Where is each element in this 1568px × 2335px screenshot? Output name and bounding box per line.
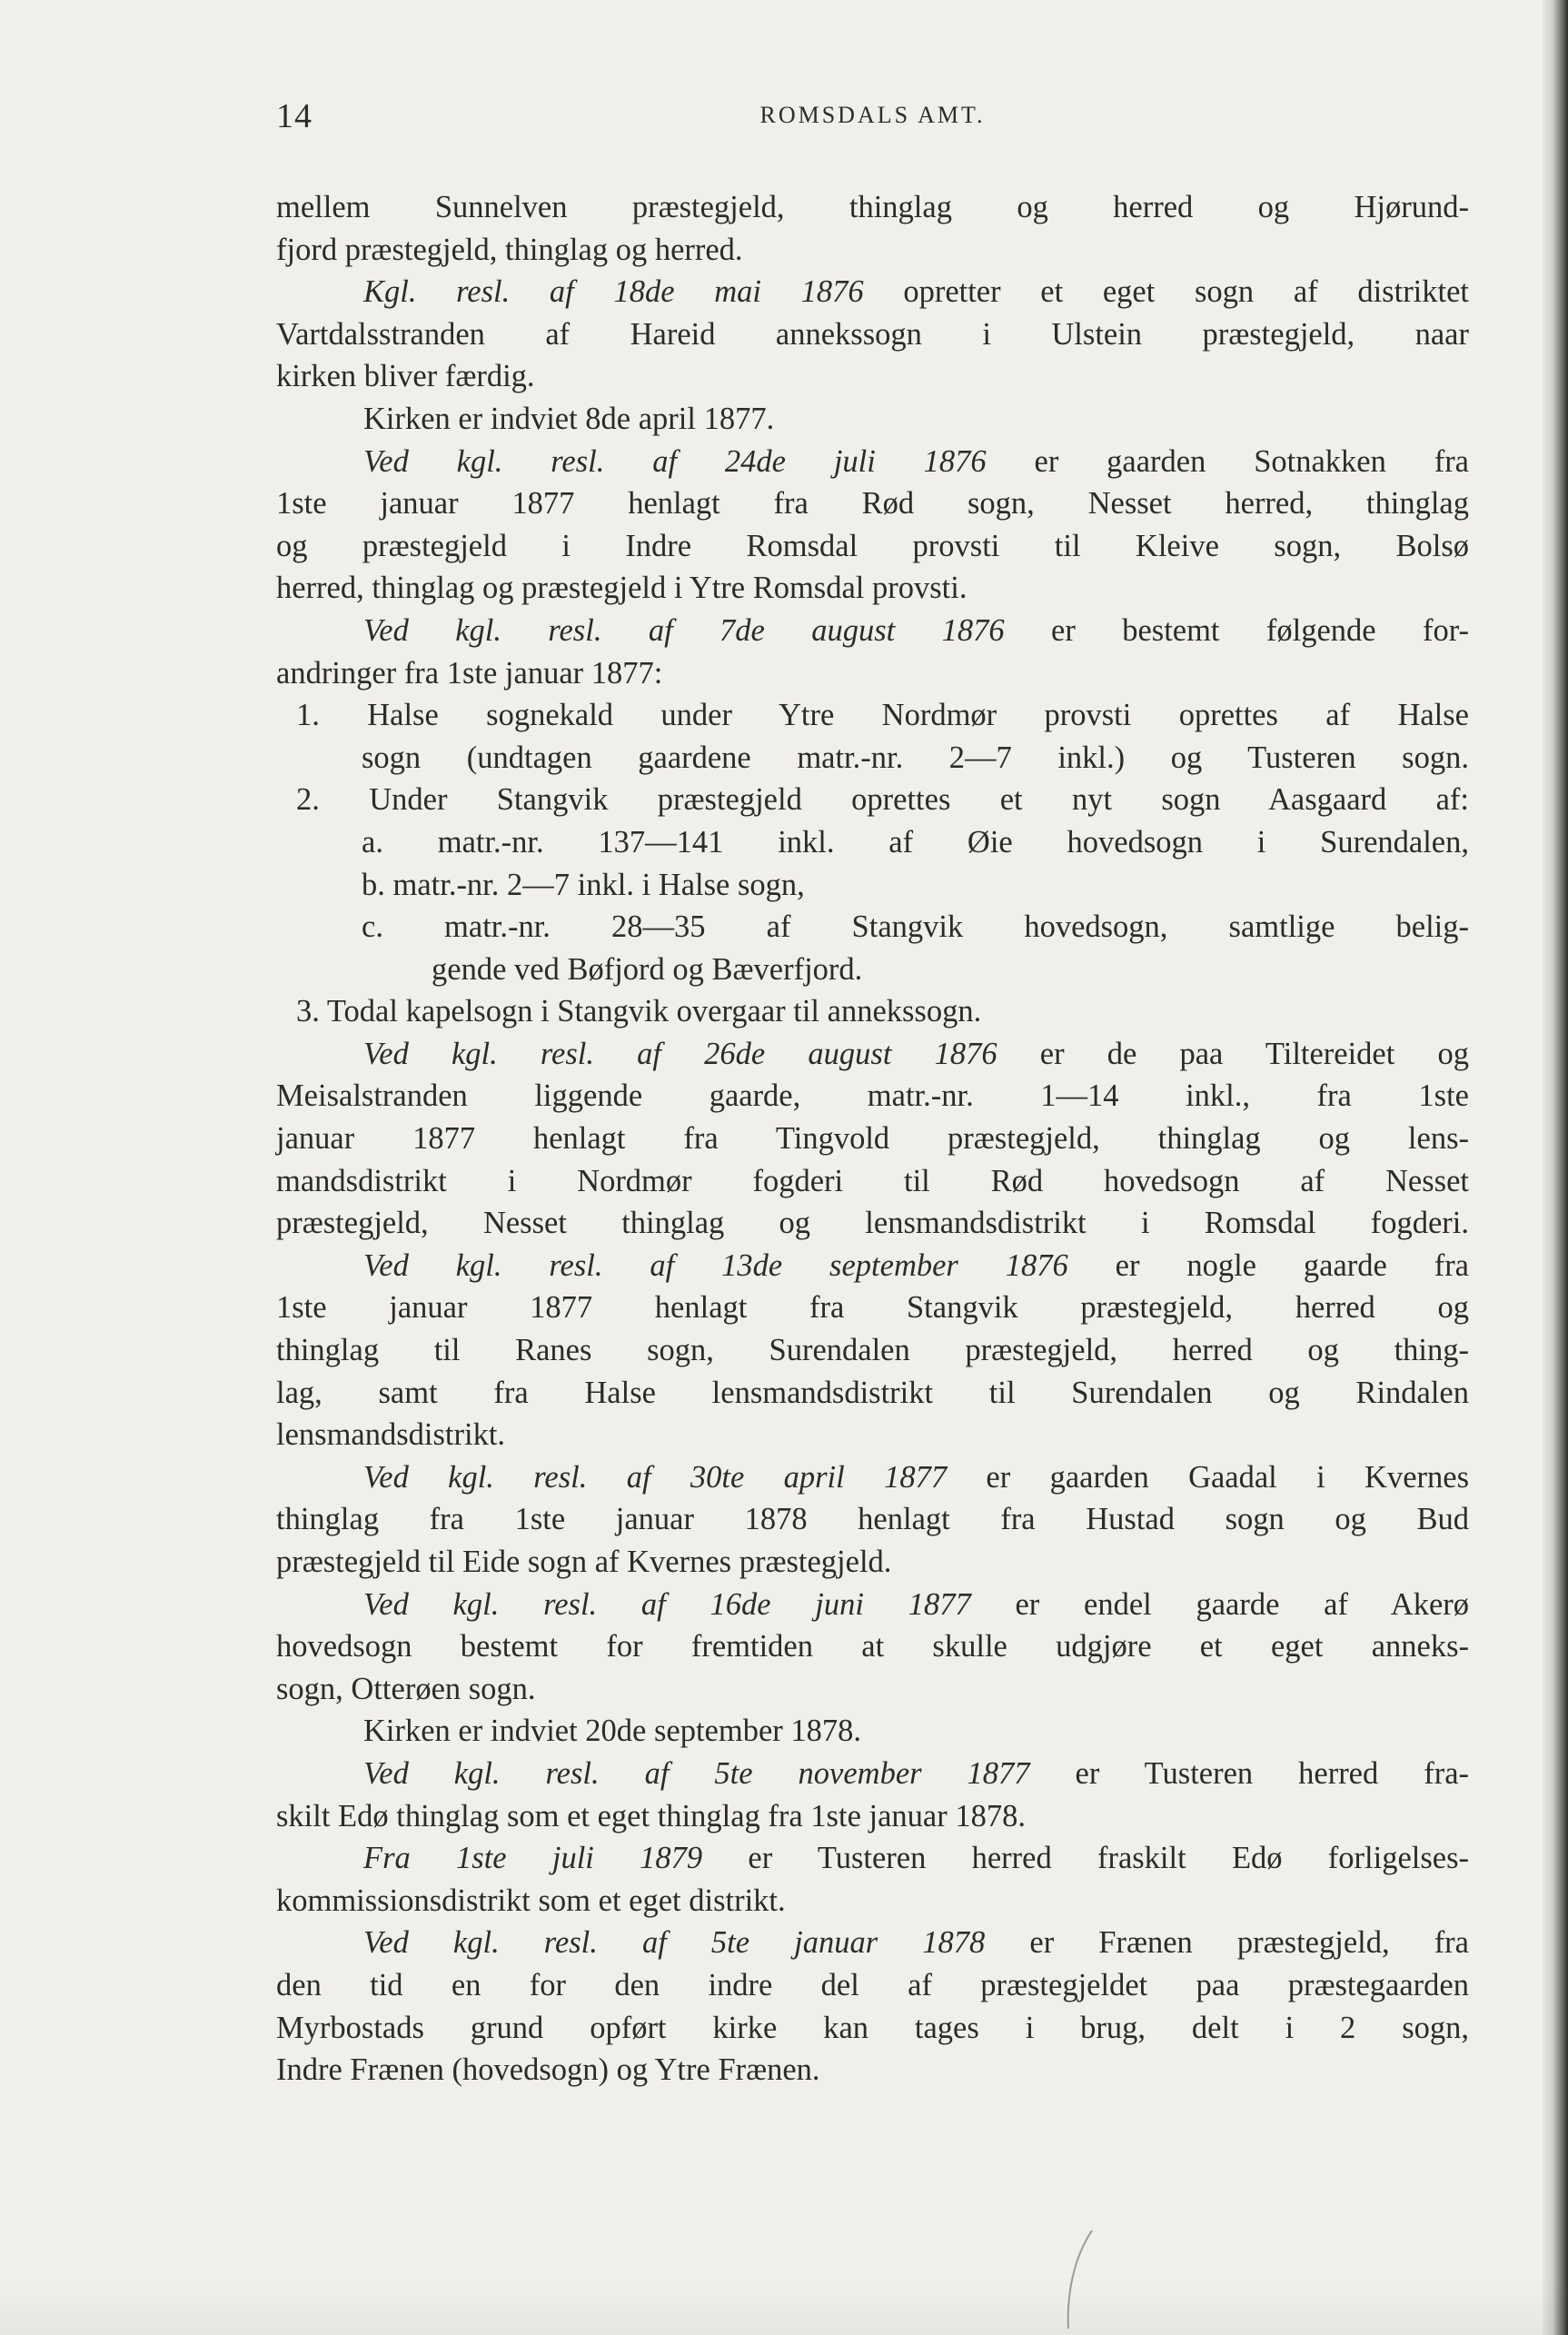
text-line	[276, 821, 1469, 864]
text-line	[276, 1118, 1469, 1160]
line-text: opretter et eget sogn af distriktet	[863, 274, 1470, 310]
text-line	[276, 1541, 1469, 1584]
text-line	[276, 779, 1469, 821]
text-line	[276, 990, 1469, 1033]
text-line	[276, 1498, 1469, 1541]
line-text: 1ste januar 1877 henlagt fra Rød sogn, Nesset herred, thinglag	[276, 486, 1469, 522]
text-line	[276, 906, 1469, 949]
text-line	[276, 398, 1469, 441]
line-text: er gaarden Gaadal i Kvernes	[947, 1459, 1469, 1495]
text-line	[276, 737, 1469, 780]
line-citation: Ved kgl. resl. af 24de juli 1876	[363, 443, 987, 479]
body-text	[276, 186, 1469, 2092]
line-text: 3. Todal kapelsogn i Stangvik overgaar til annekssogn.	[296, 994, 982, 1029]
line-text: kommissionsdistrikt som et eget distrikt.	[276, 1883, 786, 1918]
text-line	[276, 186, 1469, 229]
line-text: hovedsogn bestemt for fremtiden at skulle udgjøre et eget anneks-	[276, 1629, 1469, 1664]
line-citation: Ved kgl. resl. af 7de august 1876	[363, 612, 1005, 648]
text-line	[276, 313, 1469, 356]
line-citation: Ved kgl. resl. af 5te november 1877	[363, 1755, 1030, 1791]
text-line	[276, 482, 1469, 525]
line-text: gende ved Bøfjord og Bæverfjord.	[432, 951, 863, 987]
line-text: Kirken er indviet 20de september 1878.	[363, 1714, 862, 1749]
text-line	[276, 229, 1469, 272]
line-text: den tid en for den indre del af præstegjeldet paa præstegaarden	[276, 1967, 1469, 2002]
line-text: b. matr.-nr. 2—7 inkl. i Halse sogn,	[362, 867, 805, 902]
line-text: er Tusteren herred fraskilt Edø forligelses-	[702, 1841, 1469, 1876]
text-line	[276, 949, 1469, 991]
line-text: thinglag fra 1ste januar 1878 henlagt fra Hustad sogn og Bud	[276, 1502, 1469, 1537]
line-text: er nogle gaarde fra	[1067, 1247, 1469, 1283]
text-line	[276, 355, 1469, 398]
line-citation: Ved kgl. resl. af 16de juni 1877	[363, 1586, 971, 1622]
line-citation: Fra 1ste juli 1879	[363, 1841, 703, 1876]
text-line	[276, 864, 1469, 907]
line-text: a. matr.-nr. 137—141 inkl. af Øie hovedsogn i Surendalen,	[362, 824, 1469, 859]
line-text: Myrbostads grund opført kirke kan tages i brug, delt i 2 sogn,	[276, 2010, 1469, 2045]
line-text: januar 1877 henlagt fra Tingvold præstegjeld, thinglag og lens-	[276, 1121, 1469, 1157]
text-line	[276, 1837, 1469, 1880]
text-line	[276, 525, 1469, 568]
line-text: kirken bliver færdig.	[276, 359, 535, 394]
line-text: 1. Halse sognekald under Ytre Nordmør provsti oprettes af Halse	[296, 698, 1469, 733]
line-text: herred, thinglag og præstegjeld i Ytre Romsdal provsti.	[276, 571, 968, 606]
text-line	[276, 1202, 1469, 1245]
text-line	[276, 1372, 1469, 1415]
line-text: og præstegjeld i Indre Romsdal provsti til Kleive sogn, Bolsø	[276, 528, 1469, 563]
line-text: præstegjeld til Eide sogn af Kvernes præstegjeld.	[276, 1545, 892, 1579]
text-line	[276, 1075, 1469, 1118]
text-line	[276, 610, 1469, 652]
text-line	[276, 1625, 1469, 1668]
pencil-mark	[1056, 2221, 1110, 2330]
text-line	[276, 1033, 1469, 1076]
line-text: Kirken er indviet 8de april 1877.	[363, 401, 775, 436]
page-edge-shadow	[1543, 0, 1568, 2335]
line-citation: Kgl. resl. af 18de mai 1876	[363, 274, 864, 310]
line-text: er Frænen præstegjeld, fra	[985, 1925, 1469, 1961]
text-line	[276, 694, 1469, 737]
line-text: præstegjeld, Nesset thinglag og lensmandsdistrikt i Romsdal fogderi.	[276, 1206, 1469, 1241]
text-line	[276, 1456, 1469, 1499]
line-text: Meisalstranden liggende gaarde, matr.-nr. 1—14 inkl., fra 1ste	[276, 1078, 1469, 1114]
line-text: er bestemt følgende for-	[1004, 612, 1469, 648]
running-title: ROMSDALS AMT.	[759, 102, 986, 128]
text-line	[276, 1414, 1469, 1456]
text-line	[276, 1964, 1469, 2007]
text-line	[276, 567, 1469, 610]
line-text: c. matr.-nr. 28—35 af Stangvik hovedsogn, samtlige belig-	[362, 909, 1469, 945]
text-line	[276, 1668, 1469, 1711]
text-line	[276, 652, 1469, 695]
line-text: 1ste januar 1877 henlagt fra Stangvik præstegjeld, herred og	[276, 1290, 1469, 1326]
line-text: andringer fra 1ste januar 1877:	[276, 655, 663, 691]
text-line	[276, 1329, 1469, 1372]
line-text: Indre Frænen (hovedsogn) og Ytre Frænen.	[276, 2052, 820, 2088]
line-text: thinglag til Ranes sogn, Surendalen præstegjeld, herred og thing-	[276, 1333, 1469, 1368]
text-line	[276, 1245, 1469, 1287]
text-line	[276, 1710, 1469, 1753]
line-text: er endel gaarde af Akerø	[970, 1586, 1469, 1622]
text-line	[276, 441, 1469, 483]
line-citation: Ved kgl. resl. af 13de september 1876	[363, 1247, 1068, 1283]
text-line	[276, 1584, 1469, 1626]
line-text: er de paa Tiltereidet og	[997, 1036, 1469, 1071]
line-text: fjord præstegjeld, thinglag og herred.	[276, 232, 743, 267]
line-text: mandsdistrikt i Nordmør fogderi til Rød hovedsogn af Nesset	[276, 1163, 1469, 1198]
line-text: sogn (undtagen gaardene matr.-nr. 2—7 inkl.) og Tusteren sogn.	[362, 740, 1469, 775]
bottom-shadow	[0, 2280, 1568, 2335]
line-text: mellem Sunnelven præstegjeld, thinglag og herred og Hjørund-	[276, 190, 1469, 224]
line-citation: Ved kgl. resl. af 5te januar 1878	[363, 1925, 986, 1961]
line-text: er Tusteren herred fra-	[1029, 1755, 1469, 1791]
text-line	[276, 1880, 1469, 1923]
line-text: lensmandsdistrikt.	[276, 1417, 506, 1453]
line-text: lag, samt fra Halse lensmandsdistrikt til Surendalen og Rindalen	[276, 1375, 1469, 1410]
text-line	[276, 1160, 1469, 1203]
text-line	[276, 271, 1469, 313]
text-line	[276, 1287, 1469, 1329]
text-line	[276, 1753, 1469, 1795]
line-text: skilt Edø thinglag som et eget thinglag fra 1ste januar 1878.	[276, 1798, 1026, 1833]
line-text: sogn, Otterøen sogn.	[276, 1671, 536, 1706]
text-line	[276, 1795, 1469, 1838]
text-line	[276, 2007, 1469, 2050]
line-text: 2. Under Stangvik præstegjeld oprettes et nyt sogn Aasgaard af:	[296, 782, 1469, 818]
text-line	[276, 2049, 1469, 2092]
line-citation: Ved kgl. resl. af 26de august 1876	[363, 1036, 997, 1071]
page-header	[276, 96, 1469, 142]
line-text: Vartdalsstranden af Hareid annekssogn i Ulstein præstegjeld, naar	[276, 316, 1469, 352]
line-citation: Ved kgl. resl. af 30te april 1877	[363, 1459, 948, 1495]
page-number: 14	[276, 97, 313, 135]
line-text: er gaarden Sotnakken fra	[986, 443, 1469, 479]
text-line	[276, 1922, 1469, 1964]
